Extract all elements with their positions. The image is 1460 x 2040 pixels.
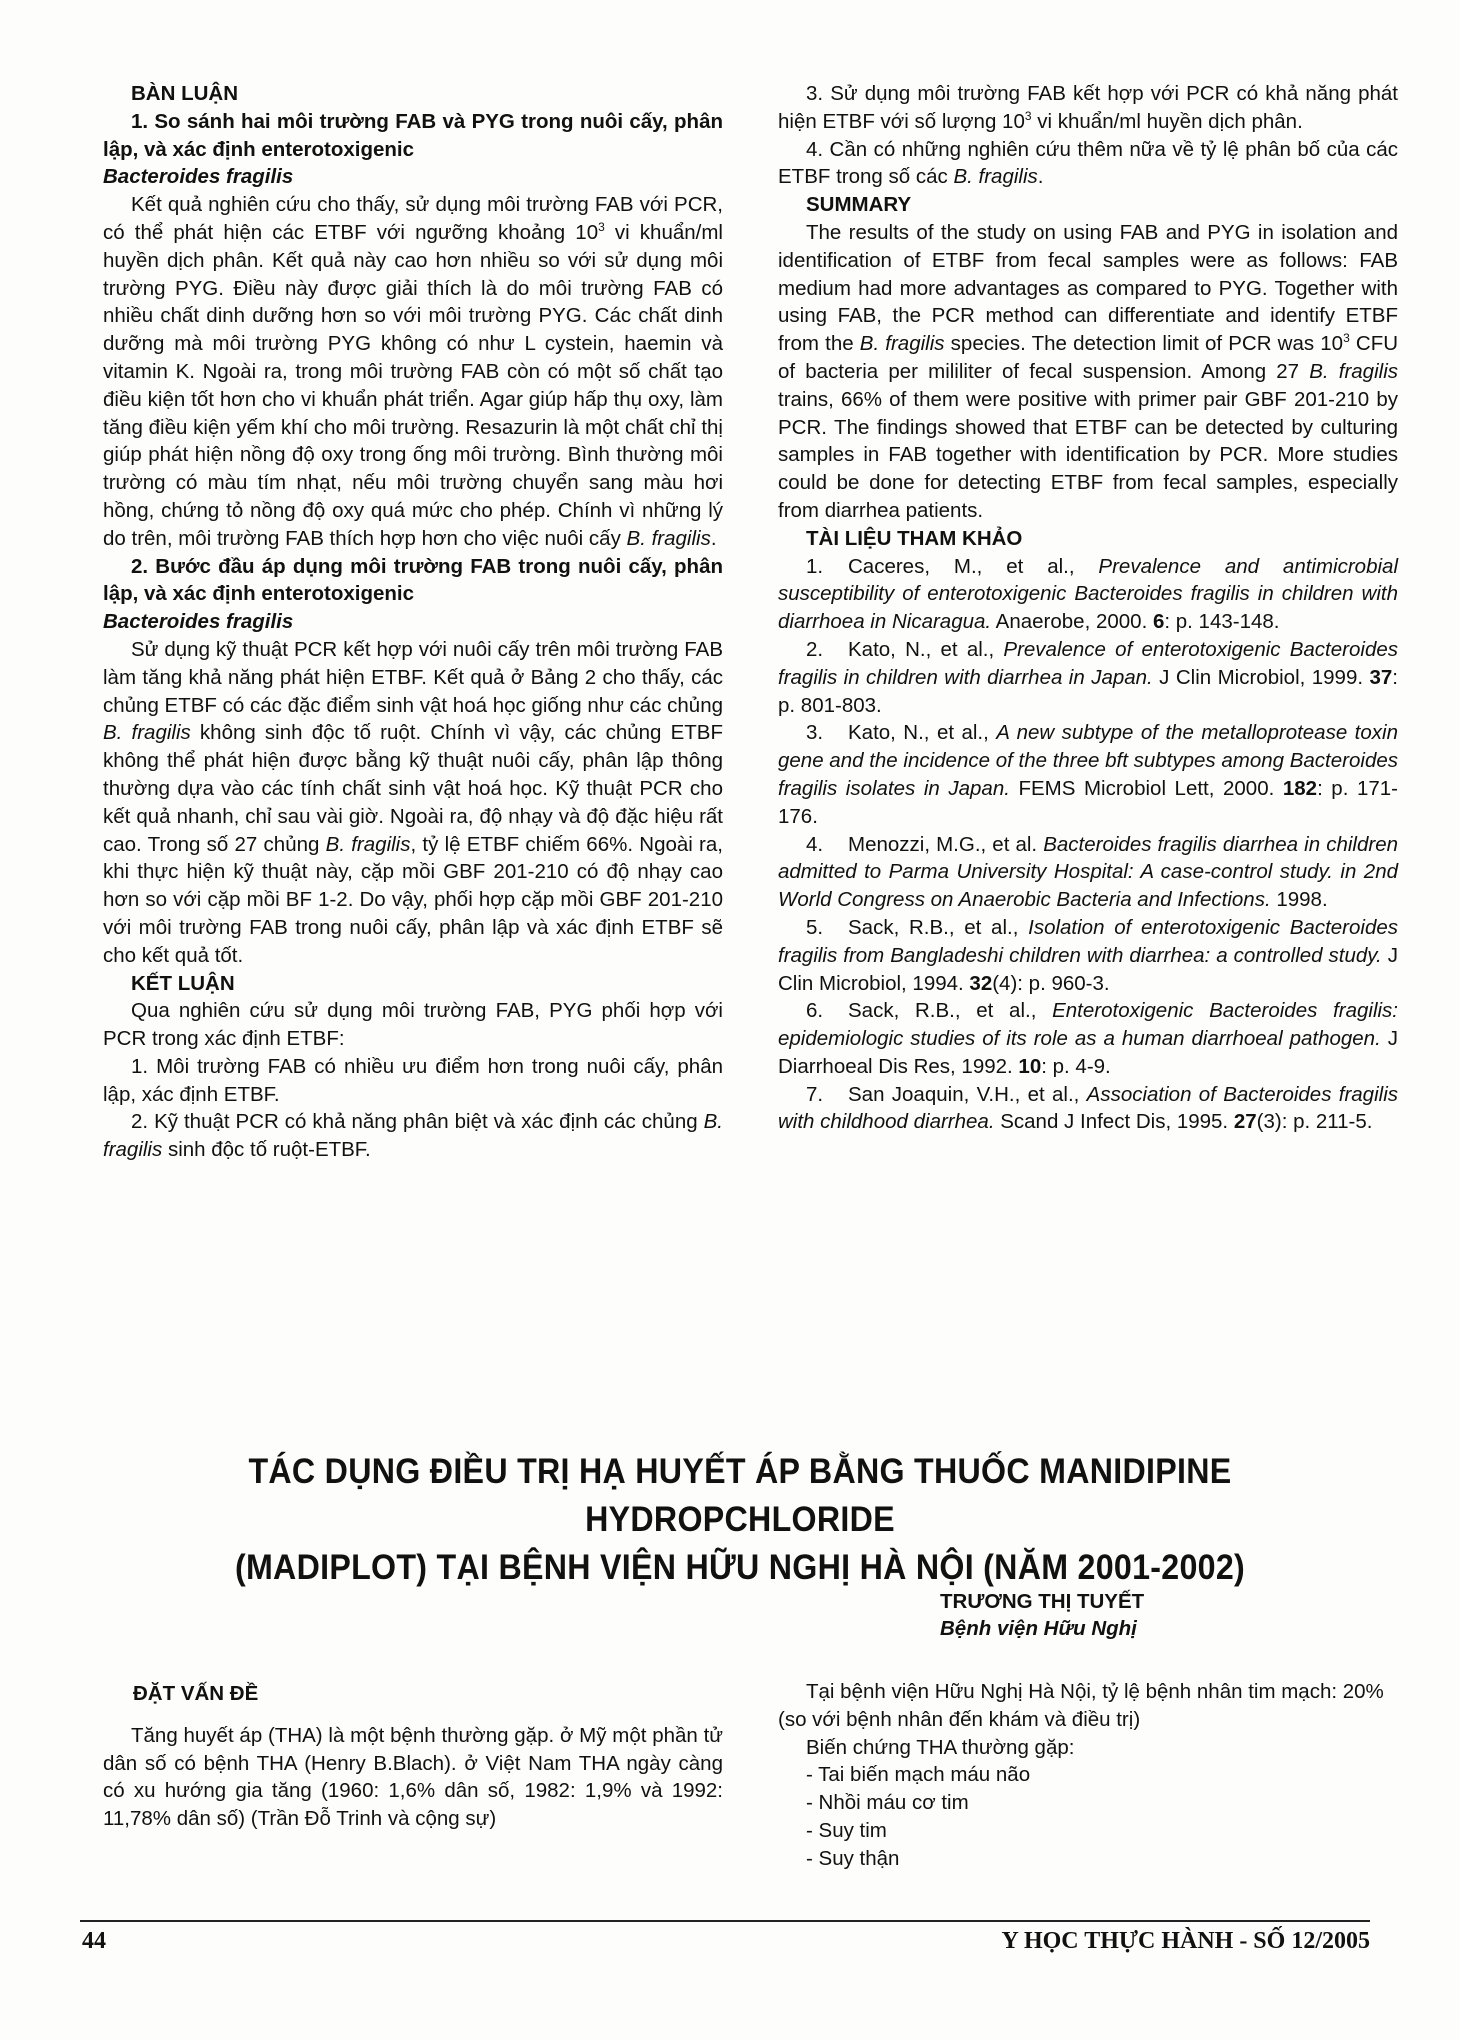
reference-item: 5. Sack, R.B., et al., Isolation of enterotoxigenic Bacteroides fragilis from Bangladeshi children with diarrhea: a controlled study. J Clin Microbiol, 1994. 32(4): p. 960-3. <box>778 915 1398 995</box>
reference-item: 3. Kato, N., et al., A new subtype of the metalloprotease toxin gene and the incidence of the three bft subtypes among Bacteroides fragilis isolates in Japan. FEMS Microbiol Lett, 2000. 182: p. 171-176. <box>778 721 1398 828</box>
conclusion-item-3: 3. Sử dụng môi trường FAB kết hợp với PCR có khả năng phát hiện ETBF với số lượng $10^3$ vi khuẩn/ml huyền dịch phân. <box>778 82 1398 133</box>
intro-paragraph: Tăng huyết áp (THA) là một bệnh thường gặp. ở Mỹ một phần tử dân số có bệnh THA (Henry B.Blach). ở Việt Nam THA ngày càng có xu hướng gia tăng (1960: 1,6% dân số, 1982: 1,9% và 1992: 11,78% dân số) (Trần Đỗ Trinh và cộng sự) <box>103 1723 723 1831</box>
intro-heading: ĐẶT VẤN ĐỀ <box>133 1682 259 1705</box>
complications-list <box>778 1761 1398 1872</box>
intro-right-paragraph: Tại bệnh viện Hữu Nghị Hà Nội, tỷ lệ bệnh nhân tim mạch: 20% (so với bệnh nhân đến khám và điều trị) <box>778 1680 1384 1731</box>
conclusion-item-4: 4. Cần có những nghiên cứu thêm nữa về tỷ lệ phân bố của các ETBF trong số các B. fragilis. <box>778 137 1398 189</box>
summary-heading: SUMMARY <box>806 193 912 217</box>
discussion-paragraph-1: Kết quả nghiên cứu cho thấy, sử dụng môi trường FAB với PCR, có thể phát hiện các ETBF với ngưỡng khoảng $10^3$ vi khuẩn/ml huyền dịch phân. Kết quả này cao hơn nhiều so với sử dụng môi trường PYG. Điều này được giải thích là do môi trường FAB có nhiều chất dinh dưỡng hơn so với môi trường PYG. Các chất dinh dưỡng mà môi trường PYG không có như L cystein, haemin và vitamin K. Ngoài ra, trong môi trường FAB còn có một số chất tạo điều kiện tốt hơn cho vi khuẩn phát triển. Agar giúp hấp thụ oxy, làm tăng điều kiện yếm khí cho môi trường. Resazurin là một chất chỉ thị giúp phát hiện nồng độ oxy trong ống môi trường. Bình thường môi trường có màu tím nhạt, nếu môi trường chuyển sang màu hơi hồng, chứng tỏ nồng độ oxy quá mức cho phép. Chính vì những lý do trên, môi trường FAB thích hợp hơn cho việc nuôi cấy B. fragilis. <box>103 193 723 550</box>
intro-right-column <box>778 1678 1398 1873</box>
reference-item: 7. San Joaquin, V.H., et al., Association of Bacteroides fragilis with childhood diarrhea. Scand J Infect Dis, 1995. 27(3): p. 211-5. <box>778 1082 1398 1134</box>
discussion-paragraph-2: Sử dụng kỹ thuật PCR kết hợp với nuôi cấy trên môi trường FAB làm tăng khả năng phát hiện ETBF. Kết quả ở Bảng 2 cho thấy, các chủng ETBF có các đặc điểm sinh vật hoá học giống như các chủng B. fragilis không sinh độc tố ruột. Chính vì vậy, các chủng ETBF không thể phát hiện được bằng kỹ thuật nuôi cấy, phân lập thông thường dựa vào các tính chất sinh vật hoá học. Kỹ thuật PCR cho kết quả nhanh, chỉ sau vài giờ. Ngoài ra, độ nhạy và độ đặc hiệu rất cao. Trong số 27 chủng B. fragilis, tỷ lệ ETBF chiếm 66%. Ngoài ra, khi thực hiện kỹ thuật này, cặp mồi GBF 201-210 có độ nhạy cao hơn so với cặp mồi BF 1-2. Do vậy, phối hợp cặp mồi GBF 201-210 với môi trường FAB trong nuôi cấy, phân lập và xác định ETBF sẽ cho kết quả tốt. <box>103 637 723 967</box>
left-column <box>103 80 723 1164</box>
journal-name: Y HỌC THỰC HÀNH - SỐ 12/2005 <box>1001 1928 1370 1954</box>
reference-item: 1. Caceres, M., et al., Prevalence and antimicrobial susceptibility of enterotoxigenic Bacteroides fragilis in children with diarrhoea in Nicaragua. Anaerobe, 2000. 6: p. 143-148. <box>778 554 1398 634</box>
article-title-line-2: (MADIPLOT) TẠI BỆNH VIỆN HỮU NGHỊ HÀ NỘI (NĂM 2001-2002) <box>234 1548 1246 1587</box>
summary-paragraph: The results of the study on using FAB and PYG in isolation and identification of ETBF from fecal samples were as follows: FAB medium had more advantages as compared to PYG. Together with using FAB, the PCR method can differentiate and identify ETBF from the B. fragilis species. The detection limit of PCR was $10^3$ CFU of bacteria per mililiter of fecal suspension. Among 27 B. fragilis trains, 66% of them were positive with primer pair GBF 201-210 by PCR. The findings showed that ETBF can be detected by culturing samples in FAB together with identification by PCR. More studies could be done for detecting ETBF from fecal samples, especially from diarrhea patients. <box>778 220 1399 522</box>
list-item: - Suy thận <box>806 1846 900 1870</box>
list-item: - Tai biến mạch máu não <box>806 1763 1031 1787</box>
author-affiliation: Bệnh viện Hữu Nghị <box>940 1617 1137 1640</box>
page-number: 44 <box>82 1928 106 1954</box>
reference-list <box>778 553 1398 1137</box>
author-block <box>940 1588 1280 1642</box>
discussion-heading: BÀN LUẬN <box>131 82 239 105</box>
list-item: - Suy tim <box>806 1818 887 1842</box>
intro-left-column <box>103 1680 723 1833</box>
author-name: TRƯƠNG THỊ TUYẾT <box>940 1590 1145 1613</box>
complications-lead: Biến chứng THA thường gặp: <box>806 1735 1075 1759</box>
right-column <box>778 80 1398 1136</box>
conclusion-heading: KẾT LUẬN <box>131 971 235 995</box>
conclusion-item-2: 2. Kỹ thuật PCR có khả năng phân biệt và xác định các chủng B. fragilis sinh độc tố ruột-ETBF. <box>103 1110 723 1162</box>
article-title-line-1: TÁC DỤNG ĐIỀU TRỊ HẠ HUYẾT ÁP BẰNG THUỐC MANIDIPINE HYDROPCHLORIDE <box>248 1452 1232 1539</box>
footer-divider <box>80 1920 1370 1922</box>
article-title <box>170 1448 1311 1592</box>
reference-item: 4. Menozzi, M.G., et al. Bacteroides fragilis diarrhea in children admitted to Parma University Hospital: A case-control study. in 2nd World Congress on Anaerobic Bacteria and Infections. 1998. <box>778 832 1398 912</box>
list-item: - Nhồi máu cơ tim <box>806 1791 969 1815</box>
discussion-subheading-2: 2. Bước đầu áp dụng môi trường FAB trong nuôi cấy, phân lập, và xác định enterotoxigenic Bacteroides fragilis <box>103 554 723 634</box>
reference-item: 2. Kato, N., et al., Prevalence of enterotoxigenic Bacteroides fragilis in children with diarrhea in Japan. J Clin Microbiol, 1999. 37: p. 801-803. <box>778 637 1398 717</box>
reference-item: 6. Sack, R.B., et al., Enterotoxigenic Bacteroides fragilis: epidemiologic studies of its role as a human diarrhoeal pathogen. J Diarrhoeal Dis Res, 1992. 10: p. 4-9. <box>778 999 1399 1078</box>
references-heading: TÀI LIỆU THAM KHẢO <box>806 526 1023 550</box>
conclusion-intro: Qua nghiên cứu sử dụng môi trường FAB, PYG phối hợp với PCR trong xác định ETBF: <box>103 999 723 1051</box>
conclusion-item-1: 1. Môi trường FAB có nhiều ưu điểm hơn trong nuôi cấy, phân lập, xác định ETBF. <box>103 1054 723 1106</box>
discussion-subheading-1: 1. So sánh hai môi trường FAB và PYG trong nuôi cấy, phân lập, và xác định enterotoxigenic Bacteroides fragilis <box>103 109 723 189</box>
